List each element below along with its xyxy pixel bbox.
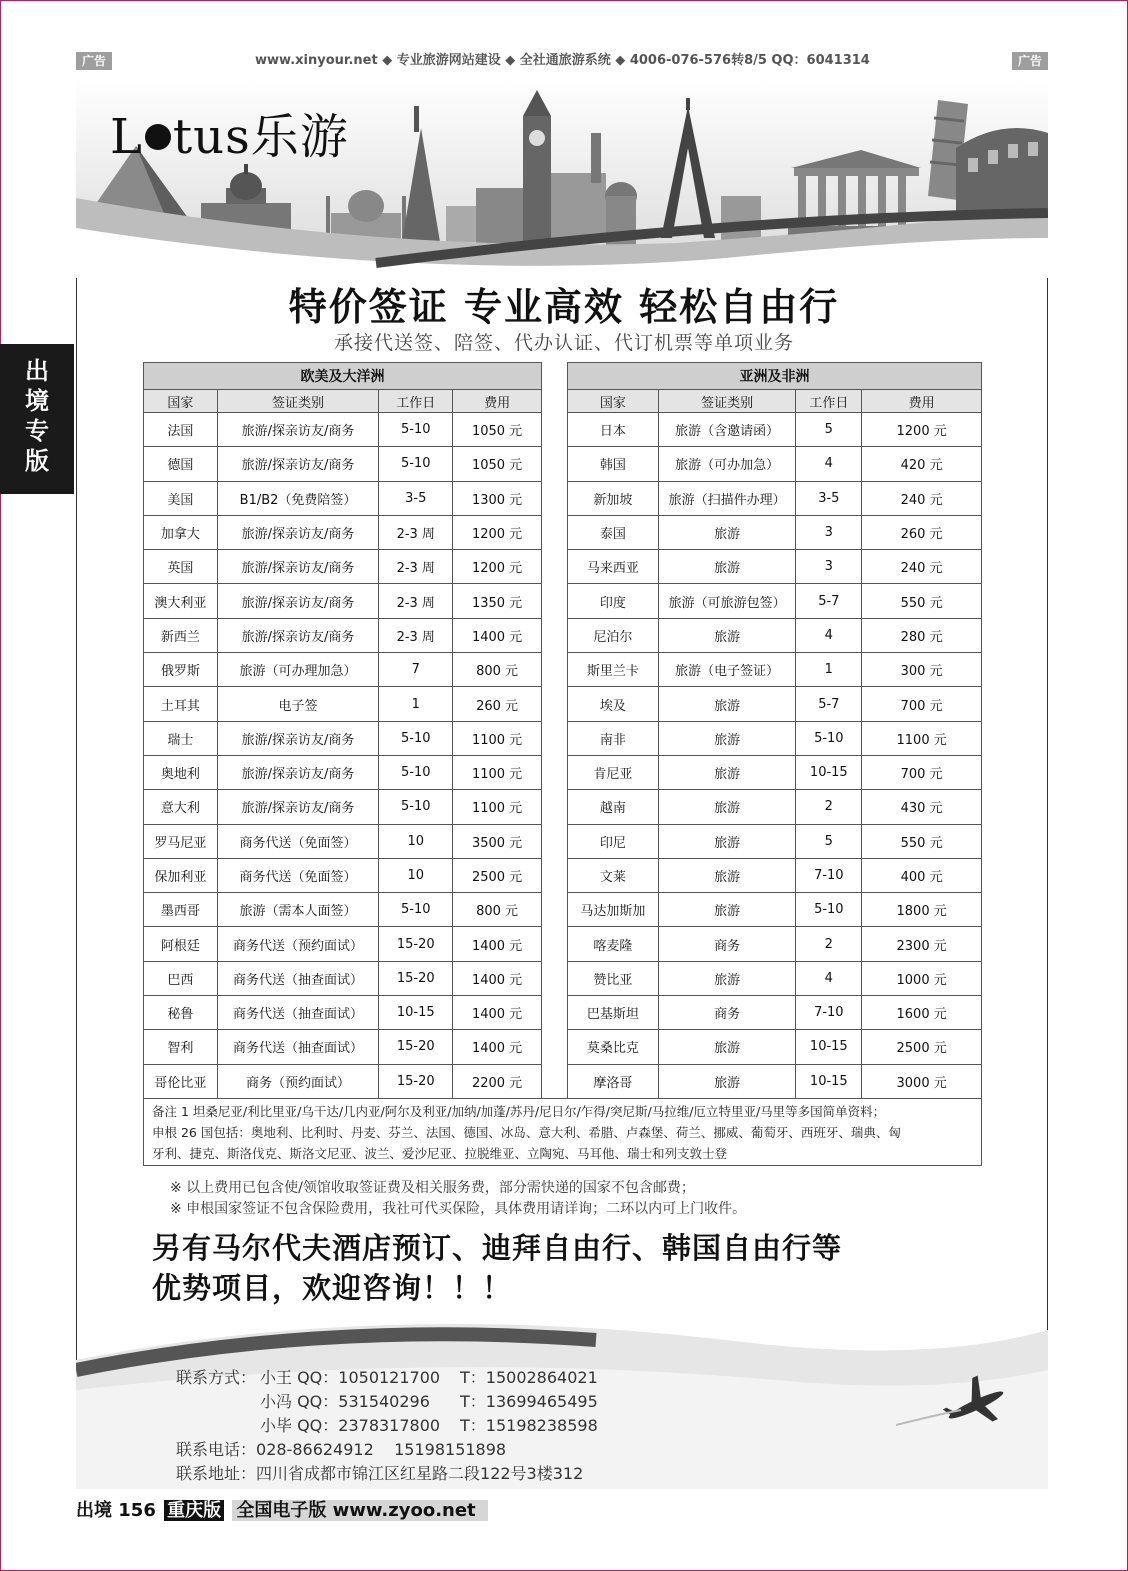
cell-visa-type: 旅游/探亲访友/商务 <box>217 550 379 584</box>
cell-country: 法国 <box>144 413 218 447</box>
cell-workdays: 5-10 <box>796 893 862 927</box>
side-tab-char: 境 <box>25 387 49 415</box>
cell-workdays: 10 <box>379 824 453 858</box>
cell-country: 英国 <box>144 550 218 584</box>
cell-visa-type: B1/B2（免费陪签） <box>217 481 379 515</box>
cell-fee: 1200 元 <box>453 550 542 584</box>
cell-fee: 420 元 <box>862 447 982 481</box>
cell-country: 土耳其 <box>144 687 218 721</box>
contact-method-label: 联系方式： <box>176 1368 257 1387</box>
cell-workdays: 10 <box>379 858 453 892</box>
cell-visa-type: 旅游 <box>658 515 796 549</box>
ad-tag-right: 广告 <box>1012 52 1048 70</box>
col-visa-type: 签证类别 <box>658 390 796 413</box>
cell-country: 日本 <box>568 413 659 447</box>
table-row <box>144 721 542 755</box>
cell-workdays: 7-10 <box>796 858 862 892</box>
cell-workdays: 7 <box>379 653 453 687</box>
cell-country: 肯尼亚 <box>568 755 659 789</box>
cell-workdays: 15-20 <box>379 1030 453 1064</box>
cell-visa-type: 旅游（可旅游包签） <box>658 584 796 618</box>
cell-visa-type: 商务代送（免面签） <box>217 824 379 858</box>
cell-fee: 800 元 <box>453 893 542 927</box>
contact-tel: T：15198238598 <box>460 1416 598 1435</box>
cell-workdays: 1 <box>796 653 862 687</box>
table-row <box>568 653 982 687</box>
cell-country: 喀麦隆 <box>568 927 659 961</box>
logo-text-rest: tus乐游 <box>172 109 349 165</box>
cell-fee: 1100 元 <box>453 790 542 824</box>
cell-workdays: 2-3 周 <box>379 584 453 618</box>
cell-visa-type: 旅游 <box>658 755 796 789</box>
cell-country: 澳大利亚 <box>144 584 218 618</box>
contact-block <box>176 1366 598 1486</box>
cell-visa-type: 旅游 <box>658 687 796 721</box>
fee-note-line: ※ 申根国家签证不包含保险费用，我社可代买保险，具体费用请详询；二环以内可上门收件。 <box>170 1201 747 1217</box>
cell-workdays: 10-15 <box>796 1064 862 1098</box>
table-row <box>568 927 982 961</box>
cell-visa-type: 旅游 <box>658 824 796 858</box>
visa-rows-east <box>568 413 982 1099</box>
cell-visa-type: 商务代送（预约面试） <box>217 927 379 961</box>
cell-country: 印度 <box>568 584 659 618</box>
cell-country: 莫桑比克 <box>568 1030 659 1064</box>
cell-country: 韩国 <box>568 447 659 481</box>
cell-country: 俄罗斯 <box>144 653 218 687</box>
cell-workdays: 4 <box>796 618 862 652</box>
cell-country: 摩洛哥 <box>568 1064 659 1098</box>
side-tab-char: 专 <box>25 417 49 445</box>
cell-visa-type: 旅游 <box>658 1030 796 1064</box>
table-row <box>568 961 982 995</box>
cell-fee: 1100 元 <box>453 755 542 789</box>
cell-workdays: 5 <box>796 413 862 447</box>
cell-visa-type: 商务（预约面试） <box>217 1064 379 1098</box>
cell-workdays: 2-3 周 <box>379 550 453 584</box>
cell-fee: 550 元 <box>862 584 982 618</box>
fee-note-line: ※ 以上费用已包含使/领馆收取签证费及相关服务费，部分需快递的国家不包含邮费； <box>170 1180 695 1196</box>
cell-visa-type: 旅游/探亲访友/商务 <box>217 721 379 755</box>
table-row <box>568 584 982 618</box>
table-row <box>144 996 542 1030</box>
cell-workdays: 10-15 <box>379 996 453 1030</box>
contact-tel: T：13699465495 <box>460 1392 598 1411</box>
side-section-tab <box>0 344 74 494</box>
cell-visa-type: 旅游（需本人面签） <box>217 893 379 927</box>
table-row <box>144 481 542 515</box>
cell-country: 哥伦比亚 <box>144 1064 218 1098</box>
cell-country: 保加利亚 <box>144 858 218 892</box>
cell-fee: 550 元 <box>862 824 982 858</box>
cell-fee: 1400 元 <box>453 618 542 652</box>
cell-workdays: 5 <box>796 824 862 858</box>
cell-visa-type: 旅游 <box>658 790 796 824</box>
cell-visa-type: 旅游/探亲访友/商务 <box>217 618 379 652</box>
table-row <box>144 550 542 584</box>
cell-fee: 400 元 <box>862 858 982 892</box>
promo-line: 优势项目，欢迎咨询！！！ <box>152 1271 513 1305</box>
cell-visa-type: 旅游 <box>658 550 796 584</box>
cell-country: 加拿大 <box>144 515 218 549</box>
cell-visa-type: 旅游（含邀请函） <box>658 413 796 447</box>
table-row <box>568 721 982 755</box>
lotus-logo <box>110 98 349 167</box>
cell-country: 巴基斯坦 <box>568 996 659 1030</box>
table-row <box>144 755 542 789</box>
table-row <box>568 447 982 481</box>
cell-fee: 1200 元 <box>453 515 542 549</box>
cell-visa-type: 旅游 <box>658 858 796 892</box>
table-row <box>144 653 542 687</box>
cell-visa-type: 旅游（可办理加急） <box>217 653 379 687</box>
cell-visa-type: 旅游 <box>658 961 796 995</box>
cell-country: 秘鲁 <box>144 996 218 1030</box>
logo-text-l: L <box>110 109 143 165</box>
visa-table-east <box>567 362 982 1099</box>
table-row <box>144 893 542 927</box>
cell-visa-type: 旅游/探亲访友/商务 <box>217 755 379 789</box>
col-workdays: 工作日 <box>379 390 453 413</box>
page-number: 出境 156 <box>76 1500 156 1521</box>
cell-visa-type: 旅游（电子签证） <box>658 653 796 687</box>
cell-workdays: 2 <box>796 927 862 961</box>
cell-fee: 1350 元 <box>453 584 542 618</box>
cell-country: 马来西亚 <box>568 550 659 584</box>
table-row <box>568 1030 982 1064</box>
table-row <box>144 1030 542 1064</box>
cell-country: 印尼 <box>568 824 659 858</box>
cell-fee: 1600 元 <box>862 996 982 1030</box>
cell-country: 瑞士 <box>144 721 218 755</box>
cell-fee: 700 元 <box>862 755 982 789</box>
table-row <box>568 893 982 927</box>
top-info-line: www.xinyour.net ◆ 专业旅游网站建设 ◆ 全社通旅游系统 ◆ 4006-076-576转8/5 QQ：6041314 <box>255 53 870 68</box>
edition-badge: 重庆版 <box>164 1500 224 1521</box>
cell-visa-type: 旅游/探亲访友/商务 <box>217 447 379 481</box>
cell-country: 意大利 <box>144 790 218 824</box>
table-row <box>144 447 542 481</box>
sub-title: 承接代送签、陪签、代办认证、代订机票等单项业务 <box>333 332 794 354</box>
table-row <box>568 996 982 1030</box>
cell-visa-type: 商务代送（抽查面试） <box>217 1030 379 1064</box>
ad-tag-left: 广告 <box>76 52 112 70</box>
cell-workdays: 1 <box>379 687 453 721</box>
cell-fee: 1100 元 <box>453 721 542 755</box>
cell-fee: 1300 元 <box>453 481 542 515</box>
table-row <box>568 515 982 549</box>
logo-dot-icon <box>145 124 171 150</box>
cell-fee: 700 元 <box>862 687 982 721</box>
table-row <box>144 1064 542 1098</box>
cell-country: 巴西 <box>144 961 218 995</box>
cell-fee: 240 元 <box>862 550 982 584</box>
region-header-east: 亚洲及非洲 <box>568 363 982 390</box>
cell-workdays: 10-15 <box>796 755 862 789</box>
cell-workdays: 5-10 <box>379 447 453 481</box>
table-row <box>568 687 982 721</box>
cell-fee: 260 元 <box>453 687 542 721</box>
cell-visa-type: 商务代送（抽查面试） <box>217 996 379 1030</box>
table-row <box>144 824 542 858</box>
cell-fee: 2200 元 <box>453 1064 542 1098</box>
table-row <box>144 618 542 652</box>
cell-workdays: 4 <box>796 447 862 481</box>
cell-workdays: 10-15 <box>796 1030 862 1064</box>
table-row <box>568 1064 982 1098</box>
cell-visa-type: 旅游 <box>658 721 796 755</box>
col-fee: 费用 <box>862 390 982 413</box>
cell-workdays: 4 <box>796 961 862 995</box>
cell-fee: 1400 元 <box>453 996 542 1030</box>
col-workdays: 工作日 <box>796 390 862 413</box>
address-label: 联系地址： <box>176 1464 257 1483</box>
cell-workdays: 5-10 <box>379 721 453 755</box>
cell-visa-type: 旅游/探亲访友/商务 <box>217 413 379 447</box>
cell-country: 阿根廷 <box>144 927 218 961</box>
cell-fee: 280 元 <box>862 618 982 652</box>
cell-visa-type: 旅游/探亲访友/商务 <box>217 790 379 824</box>
col-fee: 费用 <box>453 390 542 413</box>
cell-fee: 2500 元 <box>862 1030 982 1064</box>
cell-country: 赞比亚 <box>568 961 659 995</box>
cell-country: 尼泊尔 <box>568 618 659 652</box>
cell-fee: 240 元 <box>862 481 982 515</box>
cell-fee: 1400 元 <box>453 927 542 961</box>
cell-country: 斯里兰卡 <box>568 653 659 687</box>
cell-country: 越南 <box>568 790 659 824</box>
cell-country: 埃及 <box>568 687 659 721</box>
cell-fee: 1400 元 <box>453 1030 542 1064</box>
cell-workdays: 2-3 周 <box>379 618 453 652</box>
cell-workdays: 2 <box>796 790 862 824</box>
remarks-box <box>143 1098 982 1166</box>
contact-tel: T：15002864021 <box>460 1368 598 1387</box>
cell-workdays: 15-20 <box>379 961 453 995</box>
cell-workdays: 3 <box>796 550 862 584</box>
table-row <box>568 413 982 447</box>
cell-visa-type: 旅游/探亲访友/商务 <box>217 515 379 549</box>
cell-country: 文莱 <box>568 858 659 892</box>
table-row <box>568 790 982 824</box>
table-row <box>144 790 542 824</box>
remark-line: 申根 26 国包括：奥地利、比利时、丹麦、芬兰、法国、德国、冰岛、意大利、希腊、卢森堡、荷兰、挪威、葡萄牙、西班牙、瑞典、匈 <box>152 1125 901 1140</box>
phone-label: 联系电话： <box>176 1440 257 1459</box>
visa-table-west <box>143 362 542 1099</box>
main-title: 特价签证 专业高效 轻松自由行 <box>288 285 840 329</box>
cell-workdays: 7-10 <box>796 996 862 1030</box>
table-row <box>568 824 982 858</box>
contact-qq: 小王 QQ：1050121700 <box>260 1368 441 1387</box>
cell-visa-type: 旅游（扫描件办理） <box>658 481 796 515</box>
cell-workdays: 5-10 <box>796 721 862 755</box>
visa-rows-west <box>144 413 542 1099</box>
cell-country: 墨西哥 <box>144 893 218 927</box>
table-row <box>144 584 542 618</box>
cell-visa-type: 商务 <box>658 927 796 961</box>
cell-visa-type: 旅游 <box>658 618 796 652</box>
table-row <box>144 515 542 549</box>
cell-country: 智利 <box>144 1030 218 1064</box>
cell-workdays: 5-10 <box>379 790 453 824</box>
promo-line: 另有马尔代夫酒店预订、迪拜自由行、韩国自由行等 <box>152 1231 843 1265</box>
col-country: 国家 <box>144 390 218 413</box>
cell-visa-type: 旅游/探亲访友/商务 <box>217 584 379 618</box>
table-row <box>144 413 542 447</box>
cell-fee: 1000 元 <box>862 961 982 995</box>
cell-workdays: 5-7 <box>796 687 862 721</box>
cell-fee: 800 元 <box>453 653 542 687</box>
cell-country: 新加坡 <box>568 481 659 515</box>
cell-visa-type: 商务代送（抽查面试） <box>217 961 379 995</box>
table-row <box>568 755 982 789</box>
cell-workdays: 3-5 <box>379 481 453 515</box>
col-country: 国家 <box>568 390 659 413</box>
cell-visa-type: 商务 <box>658 996 796 1030</box>
cell-fee: 1400 元 <box>453 961 542 995</box>
cell-fee: 1100 元 <box>862 721 982 755</box>
side-tab-char: 出 <box>25 357 49 385</box>
cell-fee: 300 元 <box>862 653 982 687</box>
table-row <box>568 858 982 892</box>
col-visa-type: 签证类别 <box>217 390 379 413</box>
fee-notes <box>170 1178 746 1220</box>
cell-workdays: 5-7 <box>796 584 862 618</box>
table-row <box>568 550 982 584</box>
cell-fee: 3000 元 <box>862 1064 982 1098</box>
cell-fee: 430 元 <box>862 790 982 824</box>
cell-workdays: 15-20 <box>379 1064 453 1098</box>
cell-country: 奥地利 <box>144 755 218 789</box>
side-tab-char: 版 <box>25 447 49 475</box>
region-header-west: 欧美及大洋洲 <box>144 363 542 390</box>
cell-visa-type: 旅游 <box>658 1064 796 1098</box>
cell-fee: 1050 元 <box>453 447 542 481</box>
cell-fee: 2300 元 <box>862 927 982 961</box>
cell-country: 南非 <box>568 721 659 755</box>
table-row <box>144 961 542 995</box>
cell-visa-type: 电子签 <box>217 687 379 721</box>
table-row <box>144 858 542 892</box>
cell-country: 马达加斯加 <box>568 893 659 927</box>
cell-country: 美国 <box>144 481 218 515</box>
promo-text <box>152 1228 842 1308</box>
contact-qq: 小冯 QQ：531540296 <box>260 1392 430 1411</box>
cell-fee: 1800 元 <box>862 893 982 927</box>
table-row <box>568 481 982 515</box>
cell-visa-type: 旅游 <box>658 893 796 927</box>
cell-workdays: 3 <box>796 515 862 549</box>
page-footer <box>76 1499 488 1523</box>
cell-country: 新西兰 <box>144 618 218 652</box>
remark-line: 备注 1 坦桑尼亚/利比里亚/乌干达/几内亚/阿尔及利亚/加纳/加蓬/苏丹/尼日尔/乍得/突尼斯/马拉维/厄立特里亚/马里等多国简单资料； <box>152 1104 886 1119</box>
cell-workdays: 3-5 <box>796 481 862 515</box>
phone-numbers: 028-86624912 15198151898 <box>256 1440 507 1459</box>
cell-country: 罗马尼亚 <box>144 824 218 858</box>
cell-country: 德国 <box>144 447 218 481</box>
table-row <box>144 927 542 961</box>
cell-workdays: 5-10 <box>379 413 453 447</box>
cell-fee: 1050 元 <box>453 413 542 447</box>
contact-qq: 小毕 QQ：2378317800 <box>260 1416 441 1435</box>
cell-workdays: 5-10 <box>379 755 453 789</box>
cell-workdays: 15-20 <box>379 927 453 961</box>
remark-line: 牙利、捷克、斯洛伐克、斯洛文尼亚、波兰、爱沙尼亚、拉脱维亚、立陶宛、马耳他、瑞士和列支敦士登 <box>152 1146 728 1161</box>
cell-country: 泰国 <box>568 515 659 549</box>
cell-visa-type: 商务代送（免面签） <box>217 858 379 892</box>
table-row <box>568 618 982 652</box>
address: 四川省成都市锦江区红星路二段122号3楼312 <box>256 1464 584 1483</box>
cell-fee: 3500 元 <box>453 824 542 858</box>
cell-fee: 2500 元 <box>453 858 542 892</box>
table-row <box>144 687 542 721</box>
cell-fee: 260 元 <box>862 515 982 549</box>
site-label: 全国电子版 www.zyoo.net <box>232 1500 487 1521</box>
cell-visa-type: 旅游（可办加急） <box>658 447 796 481</box>
cell-workdays: 5-10 <box>379 893 453 927</box>
cell-fee: 1200 元 <box>862 413 982 447</box>
cell-workdays: 2-3 周 <box>379 515 453 549</box>
